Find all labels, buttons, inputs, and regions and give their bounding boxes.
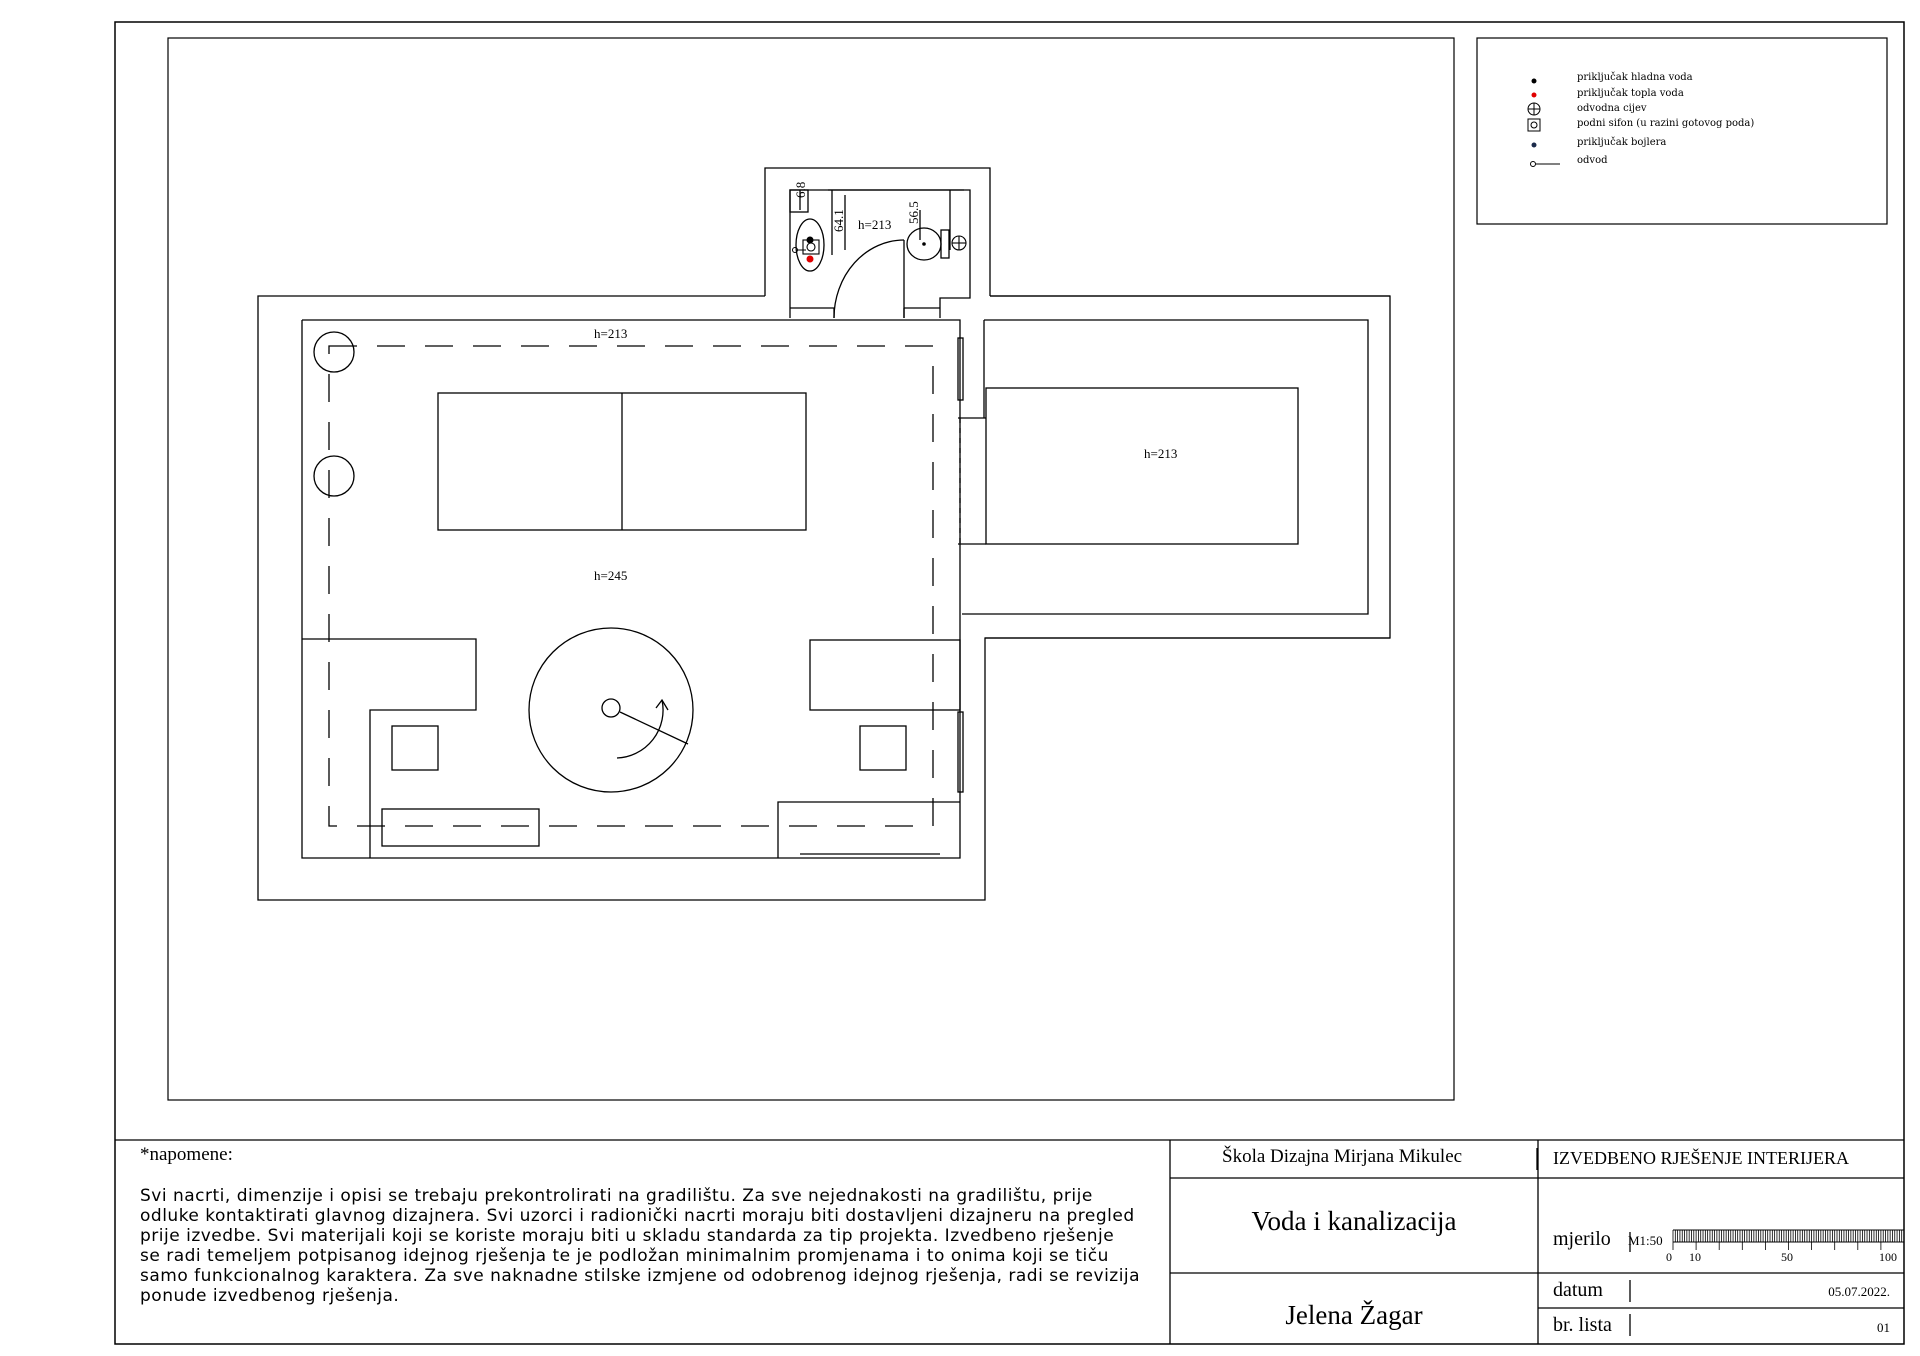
wall-circles xyxy=(314,332,354,496)
project-type: IZVEDBENO RJEŠENJE INTERIJERA xyxy=(1553,1148,1849,1168)
square-circle-icon xyxy=(1528,119,1540,131)
legend-label-cold-water: priključak hladna voda xyxy=(1577,72,1693,83)
side-room-height-label: h=213 xyxy=(1144,446,1178,461)
notes-line: prije izvedbe. Svi materijali koji se koriste moraju biti u skladu standarda za tip projekta. Izvedbeno rješenje xyxy=(140,1226,1115,1246)
bathroom-height-label: h=213 xyxy=(858,217,892,232)
dim-a-text: 6.8 xyxy=(793,181,808,198)
scale-tick-label: 100 xyxy=(1879,1250,1897,1264)
dashed-perimeter xyxy=(329,346,933,826)
scale-tick-label: 50 xyxy=(1781,1250,1793,1264)
main-room-top-height-label: h=213 xyxy=(594,326,628,341)
scale-label: mjerilo xyxy=(1553,1228,1611,1250)
sheet-label: br. lista xyxy=(1553,1314,1612,1336)
scale-value: M1:50 xyxy=(1628,1233,1663,1248)
bed xyxy=(438,393,806,530)
legend-icons xyxy=(1528,79,1560,167)
hot-water-dot-icon xyxy=(807,256,814,263)
navy-dot-icon xyxy=(1532,143,1537,148)
legend-label-drain: odvod xyxy=(1577,155,1608,166)
school-name: Škola Dizajna Mirjana Mikulec xyxy=(1222,1146,1463,1167)
notes-heading: *napomene: xyxy=(140,1144,233,1165)
legend-label-hot-water: priključak topla voda xyxy=(1577,88,1684,99)
dim-b-text: 64.1 xyxy=(831,209,846,232)
scale-tick-label: 0 xyxy=(1666,1250,1672,1264)
red-dot-icon xyxy=(1532,93,1537,98)
crossed-circle-icon xyxy=(1528,103,1540,115)
sheet-border xyxy=(115,22,1904,1344)
main-room-center-height-label: h=245 xyxy=(594,568,628,583)
scale-ticks xyxy=(1673,1230,1904,1250)
notes-body xyxy=(140,1186,1150,1306)
notes-line: ponude izvedbenog rješenja. xyxy=(140,1286,400,1306)
drawing-frame xyxy=(168,38,1454,1100)
legend-label-boiler: priključak bojlera xyxy=(1577,137,1667,148)
round-table xyxy=(529,628,693,792)
notes-line: samo funkcionalnog karaktera. Za sve naknadne stilske izmjene od odobrenog idejnog rješenja, radi se revizija xyxy=(140,1266,1141,1286)
drawing-title: Voda i kanalizacija xyxy=(1251,1206,1457,1236)
author-name: Jelena Žagar xyxy=(1285,1300,1423,1330)
notes-line: se radi temeljem potpisanog idejnog rješenja te je podložan minimalnim promjenama i to onima koji se tiču xyxy=(140,1246,1109,1266)
date-value: 05.07.2022. xyxy=(1828,1284,1890,1299)
date-label: datum xyxy=(1553,1279,1603,1301)
black-dot-icon xyxy=(1532,79,1537,84)
dim-c-text: 56.5 xyxy=(906,201,921,224)
sheet-value: 01 xyxy=(1877,1320,1890,1335)
notes-line: Svi nacrti, dimenzije i opisi se trebaju prekontrolirati na gradilištu. Za sve nejednakosti na gradilištu, prije xyxy=(140,1186,1093,1206)
legend-label-drain-pipe: odvodna cijev xyxy=(1577,103,1647,114)
scale-tick-label: 10 xyxy=(1689,1250,1701,1264)
drain-line-icon xyxy=(1531,162,1561,167)
legend-label-floor-drain: podni sifon (u razini gotovog poda) xyxy=(1577,118,1755,129)
notes-line: odluke kontaktirati glavnog dizajnera. Svi uzorci i radionički nacrti moraju biti dostavljeni dizajneru na pregled xyxy=(140,1206,1135,1226)
left-furniture xyxy=(302,639,539,858)
